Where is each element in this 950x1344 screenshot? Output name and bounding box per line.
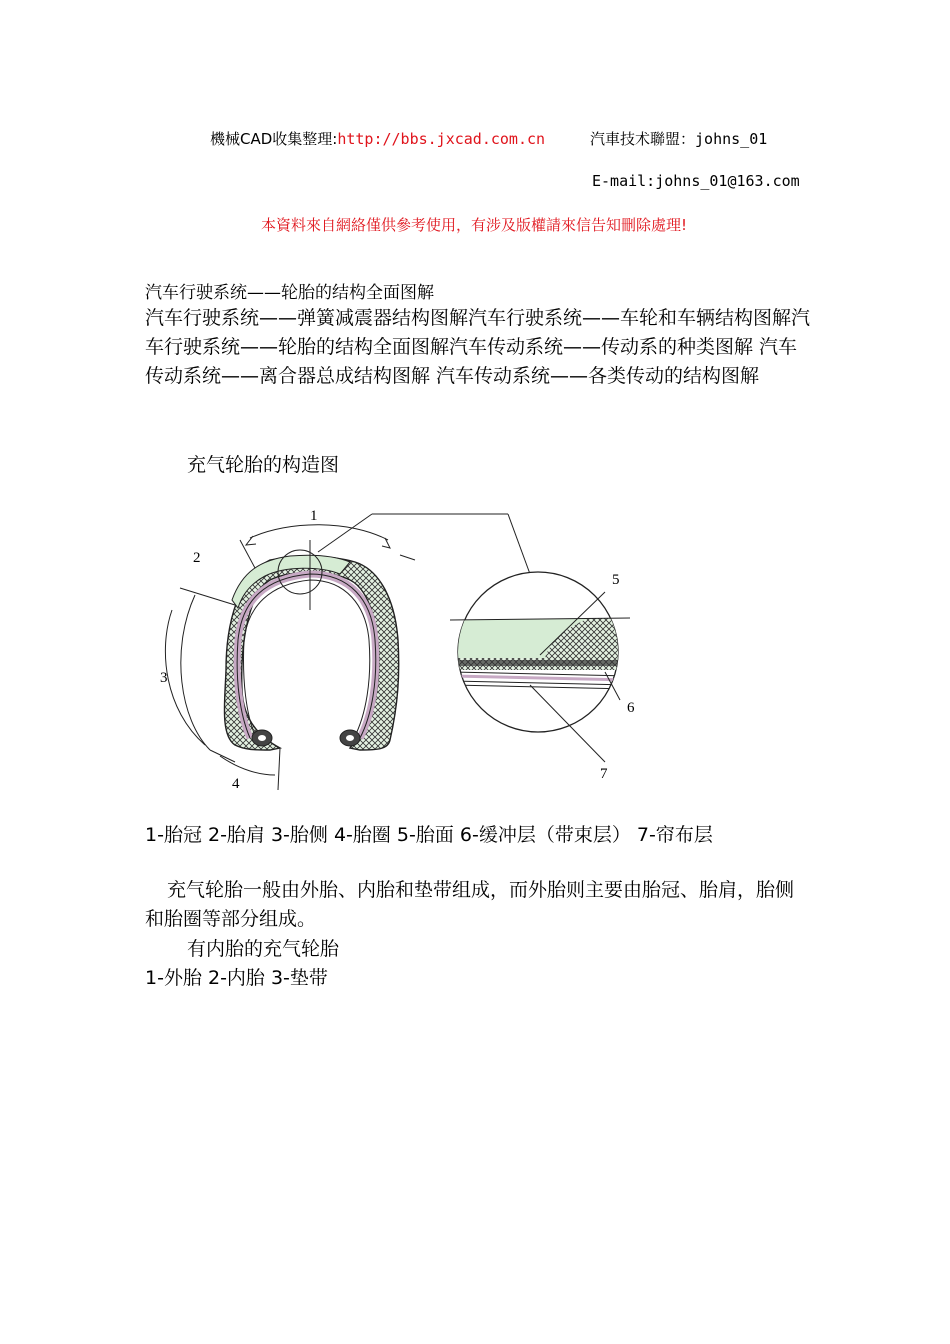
tire-structure-diagram <box>150 500 650 800</box>
collect-label: 機械CAD收集整理: <box>210 130 338 148</box>
figure2-legend: 1-外胎 2-内胎 3-垫带 <box>145 967 328 989</box>
related-links[interactable]: 汽车行驶系统——弹簧减震器结构图解汽车行驶系统——车轮和车辆结构图解汽车行驶系统——轮胎的结构全面图解汽车传动系统——传动系的种类图解 汽车传动系统——离合器总成结构图解 汽车传动系统——各类传动的结构图解 <box>145 307 811 387</box>
figure2-caption: 有内胎的充气轮胎 <box>187 938 340 960</box>
email-line: E-mail:johns_01@163.com <box>592 172 800 190</box>
diagram-label-1: 1 <box>310 508 318 524</box>
diagram-label-4: 4 <box>232 776 240 792</box>
body-paragraph: 充气轮胎一般由外胎、内胎和垫带组成，而外胎则主要由胎冠、胎肩，胎侧和胎圈等部分组成。 <box>145 879 795 930</box>
league-name: johns_01 <box>695 130 768 148</box>
league-label: 汽車技术聯盟： <box>590 130 696 148</box>
diagram-label-6: 6 <box>627 700 635 716</box>
figure1-caption: 充气轮胎的构造图 <box>187 454 340 476</box>
diagram-label-2: 2 <box>193 550 201 566</box>
zoom-detail <box>450 572 630 762</box>
disclaimer: 本資料來自網絡僅供參考使用，有涉及版權請來信告知刪除處理! <box>261 216 688 234</box>
header-league-line <box>590 128 767 149</box>
diagram-label-3: 3 <box>160 670 168 686</box>
figure1-legend: 1-胎冠 2-胎肩 3-胎侧 4-胎圈 5-胎面 6-缓冲层（带束层） 7-帘布层 <box>145 824 713 846</box>
diagram-label-7: 7 <box>600 766 608 782</box>
collect-url-link[interactable]: http://bbs.jxcad.com.cn <box>337 130 546 148</box>
header-collect-line <box>210 128 545 149</box>
diagram-label-5: 5 <box>612 572 620 588</box>
article-title: 汽车行驶系统——轮胎的结构全面图解 <box>145 283 434 303</box>
tire-cross-section <box>224 540 398 750</box>
